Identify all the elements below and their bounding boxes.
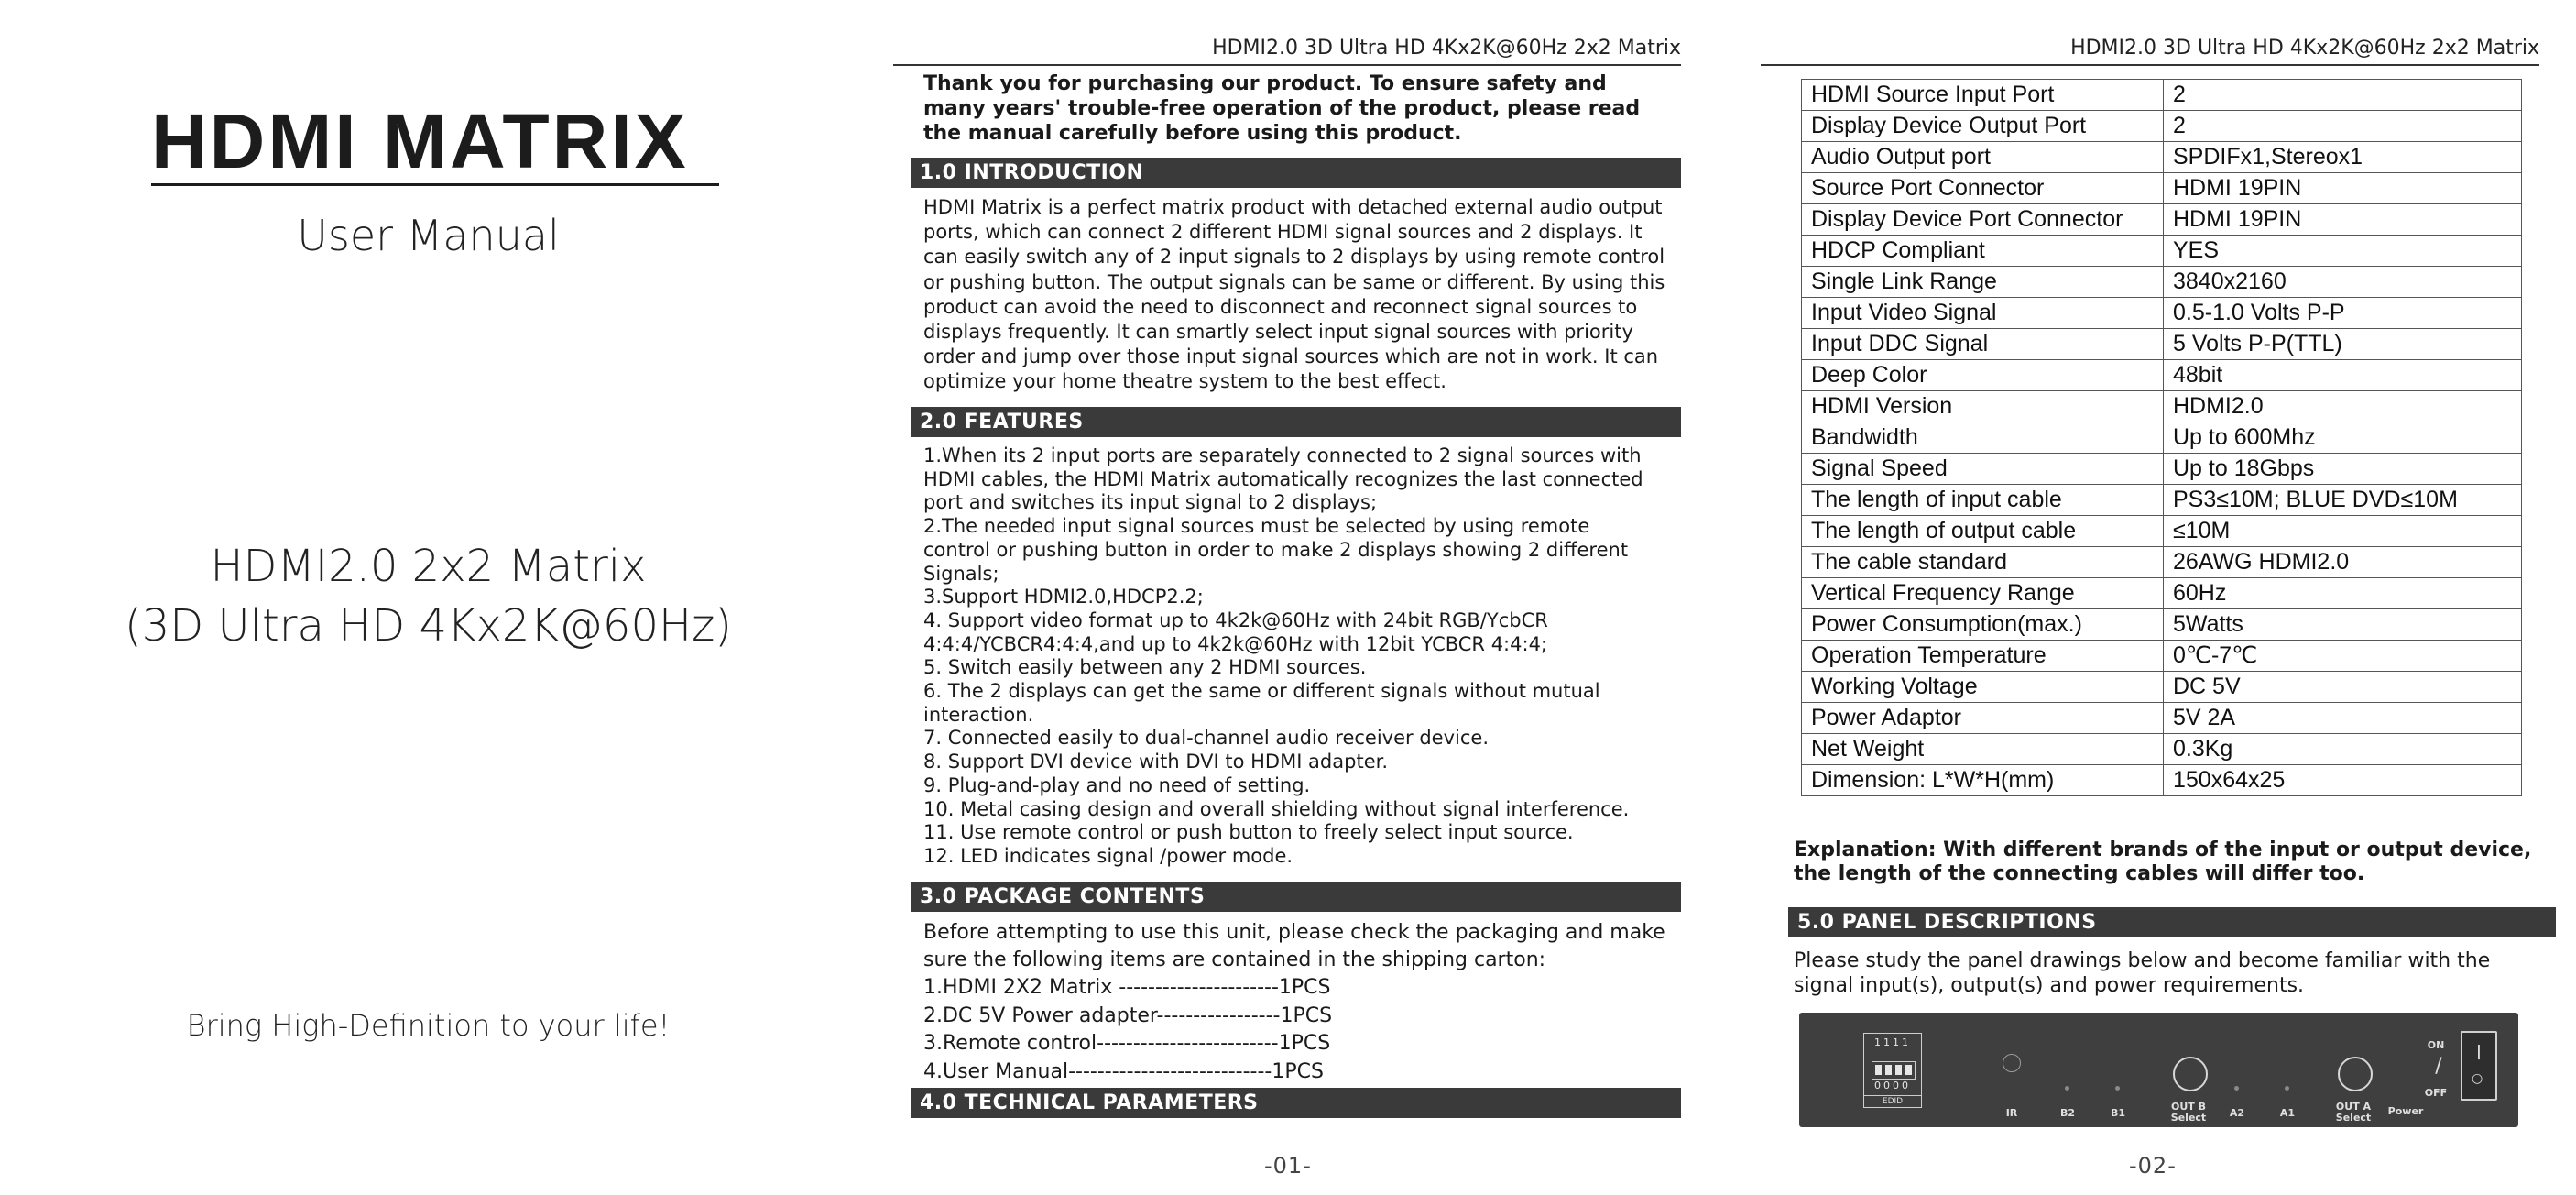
b1-label: B1 <box>2110 1107 2126 1119</box>
spec-label: Input DDC Signal <box>1802 329 2164 360</box>
spec-label: Operation Temperature <box>1802 641 2164 672</box>
spec-value: 2 <box>2164 80 2522 111</box>
section-heading-package: 3.0 PACKAGE CONTENTS <box>911 882 1681 912</box>
spec-row <box>1802 578 2522 609</box>
led-a1 <box>2285 1086 2289 1091</box>
spec-value: 3840x2160 <box>2164 267 2522 298</box>
spec-row <box>1802 609 2522 641</box>
spec-label: Power Consumption(max.) <box>1802 609 2164 641</box>
running-header: HDMI2.0 3D Ultra HD 4Kx2K@60Hz 2x2 Matrix <box>1761 37 2539 66</box>
ir-sensor <box>2003 1054 2021 1072</box>
spec-value: 2 <box>2164 111 2522 142</box>
ir-label: IR <box>2005 1107 2018 1119</box>
spec-value: 48bit <box>2164 360 2522 391</box>
switch-off-mark-icon: ○ <box>2472 1071 2483 1086</box>
section-heading-technical: 4.0 TECHNICAL PARAMETERS <box>911 1088 1681 1118</box>
dip-switch-bank <box>1872 1061 1916 1080</box>
spec-value: 5Watts <box>2164 609 2522 641</box>
spec-label: HDMI Source Input Port <box>1802 80 2164 111</box>
power-switch[interactable] <box>2461 1031 2497 1101</box>
b2-label: B2 <box>2059 1107 2076 1119</box>
spec-label: Vertical Frequency Range <box>1802 578 2164 609</box>
out-a-label-line1: OUT A <box>2335 1101 2372 1113</box>
spec-label: Net Weight <box>1802 734 2164 765</box>
out-a-label-line2: Select <box>2335 1112 2372 1124</box>
spec-label: Audio Output port <box>1802 142 2164 173</box>
manual-page-02 <box>1770 0 2558 1195</box>
technical-parameters-table <box>1801 79 2522 796</box>
introduction-text: HDMI Matrix is a perfect matrix product with detached external audio output ports, which can connect 2 different HDMI signal sources and 2 displays. It can easily switch any of 2 input signals to 2 displays by using remote control or pushing button. The output signals can be same or different. By using this product can avoid the need to disconnect and reconnect signal sources to displays frequently. It can smartly select input signal sources with priority order and jump over those input signal sources which are not in work. It can optimize your home theatre system to the best effect. <box>923 196 1665 393</box>
spec-label: Power Adaptor <box>1802 703 2164 734</box>
device-front-panel <box>1799 1013 2518 1127</box>
out-b-label <box>2166 1102 2211 1124</box>
spec-label: Working Voltage <box>1802 672 2164 703</box>
spec-row <box>1802 703 2522 734</box>
spec-row <box>1802 267 2522 298</box>
led-a2 <box>2234 1086 2239 1091</box>
feature-item: 4. Support video format up to 4k2k@60Hz with 24bit RGB/YcbCR 4:4:4/YCBCR4:4:4,and up to 4k2k@60Hz with 12bit YCBCR 4:4:4; <box>923 608 1548 655</box>
spec-value: 0℃-7℃ <box>2164 641 2522 672</box>
dip-top-label: 1111 <box>1874 1036 1911 1048</box>
spec-value: Up to 600Mhz <box>2164 422 2522 454</box>
spec-row <box>1802 734 2522 765</box>
manual-title: User Manual <box>297 211 560 260</box>
spec-value: ≤10M <box>2164 516 2522 547</box>
spec-label: Single Link Range <box>1802 267 2164 298</box>
package-item: 3.Remote control-------------------------1PCS <box>923 1032 1331 1055</box>
feature-item: 10. Metal casing design and overall shielding without signal interference. <box>923 797 1630 820</box>
off-label: OFF <box>2424 1087 2448 1099</box>
spec-row <box>1802 641 2522 672</box>
panel-description: Please study the panel drawings below and become familiar with the signal input(s), output(s) and power requirements. <box>1794 949 2491 997</box>
features-list <box>923 444 1656 869</box>
out-b-select-button[interactable] <box>2173 1057 2208 1091</box>
spec-row <box>1802 422 2522 454</box>
spec-value: PS3≤10M; BLUE DVD≤10M <box>2164 485 2522 516</box>
a2-label: A2 <box>2229 1107 2245 1119</box>
spec-row <box>1802 142 2522 173</box>
on-off-slash-icon: / <box>2435 1055 2442 1078</box>
out-a-select-button[interactable] <box>2338 1057 2373 1091</box>
spec-value: HDMI 19PIN <box>2164 204 2522 236</box>
spec-value: 0.5-1.0 Volts P-P <box>2164 298 2522 329</box>
section-heading-panel: 5.0 PANEL DESCRIPTIONS <box>1788 907 2556 937</box>
on-label: ON <box>2427 1039 2445 1051</box>
feature-item: 9. Plug-and-play and no need of setting. <box>923 773 1311 796</box>
page-number: -02- <box>2129 1153 2177 1179</box>
spec-row <box>1802 516 2522 547</box>
spec-row <box>1802 80 2522 111</box>
spec-row <box>1802 547 2522 578</box>
spec-row <box>1802 360 2522 391</box>
dip-bottom-label: 0000 <box>1874 1080 1911 1091</box>
feature-item: 1.When its 2 input ports are separately connected to 2 signal sources with HDMI cables, the HDMI Matrix automatically recognizes the last connected port and switches its input signal to 2 displays; <box>923 444 1643 514</box>
feature-item: 12. LED indicates signal /power mode. <box>923 844 1293 867</box>
cover-page <box>0 0 857 1195</box>
spec-label: HDMI Version <box>1802 391 2164 422</box>
spec-value: SPDIFx1,Stereox1 <box>2164 142 2522 173</box>
package-list <box>923 974 1565 1086</box>
running-header: HDMI2.0 3D Ultra HD 4Kx2K@60Hz 2x2 Matrix <box>893 37 1681 66</box>
spec-label: The cable standard <box>1802 547 2164 578</box>
spec-label: The length of input cable <box>1802 485 2164 516</box>
product-title: HDMI2.0 2x2 Matrix <box>210 541 647 592</box>
spec-row <box>1802 111 2522 142</box>
spec-row <box>1802 329 2522 360</box>
spec-value: 0.3Kg <box>2164 734 2522 765</box>
spec-label: The length of output cable <box>1802 516 2164 547</box>
feature-item: 7. Connected easily to dual-channel audio receiver device. <box>923 727 1489 750</box>
intro-notice: Thank you for purchasing our product. To ensure safety and many years' trouble-free operation of the product, please read the manual carefully before using this product. <box>923 72 1641 145</box>
spec-row <box>1802 485 2522 516</box>
feature-item: 11. Use remote control or push button to freely select input source. <box>923 821 1574 844</box>
slogan: Bring High-Definition to your life! <box>186 1008 671 1043</box>
spec-label: HDCP Compliant <box>1802 236 2164 267</box>
spec-value: 26AWG HDMI2.0 <box>2164 547 2522 578</box>
section-heading-features: 2.0 FEATURES <box>911 407 1681 437</box>
switch-on-mark-icon: | <box>2476 1042 2482 1059</box>
spec-value: 5 Volts P-P(TTL) <box>2164 329 2522 360</box>
page-number: -01- <box>1264 1153 1312 1179</box>
cable-explanation: Explanation: With different brands of the input or output device, the length of the connecting cables will differ too. <box>1794 839 2532 885</box>
out-b-label-line2: Select <box>2170 1112 2207 1124</box>
spec-label: Display Device Output Port <box>1802 111 2164 142</box>
spec-value: Up to 18Gbps <box>2164 454 2522 485</box>
edid-label: EDID <box>1864 1095 1921 1108</box>
spec-value: 150x64x25 <box>2164 765 2522 796</box>
feature-item: 6. The 2 displays can get the same or different signals without mutual interaction. <box>923 680 1600 726</box>
spec-label: Dimension: L*W*H(mm) <box>1802 765 2164 796</box>
out-a-label <box>2330 1102 2376 1124</box>
package-item: 4.User Manual----------------------------1PCS <box>923 1059 1324 1083</box>
spec-value: HDMI2.0 <box>2164 391 2522 422</box>
spec-row <box>1802 391 2522 422</box>
feature-item: 2.The needed input signal sources must be selected by using remote control or pushing button in order to make 2 displays showing 2 different Signals; <box>923 515 1629 585</box>
led-b2 <box>2065 1086 2069 1091</box>
spec-row <box>1802 298 2522 329</box>
feature-item: 8. Support DVI device with DVI to HDMI adapter. <box>923 751 1388 773</box>
spec-label: Display Device Port Connector <box>1802 204 2164 236</box>
spec-row <box>1802 672 2522 703</box>
spec-label: Bandwidth <box>1802 422 2164 454</box>
a1-label: A1 <box>2279 1107 2296 1119</box>
spec-row <box>1802 204 2522 236</box>
spec-row <box>1802 236 2522 267</box>
edid-dip-switch <box>1863 1033 1922 1108</box>
spec-label: Deep Color <box>1802 360 2164 391</box>
spec-value: HDMI 19PIN <box>2164 173 2522 204</box>
out-b-label-line1: OUT B <box>2170 1101 2206 1113</box>
section-heading-introduction: 1.0 INTRODUCTION <box>911 158 1681 188</box>
spec-value: 5V 2A <box>2164 703 2522 734</box>
product-subtitle: (3D Ultra HD 4Kx2K@60Hz) <box>124 600 733 652</box>
brand-logo: HDMI MATRIX <box>151 99 719 186</box>
led-b1 <box>2115 1086 2120 1091</box>
spec-label: Signal Speed <box>1802 454 2164 485</box>
spec-value: 60Hz <box>2164 578 2522 609</box>
spec-value: YES <box>2164 236 2522 267</box>
package-item: 2.DC 5V Power adapter-----------------1PCS <box>923 1003 1333 1027</box>
power-label: Power <box>2387 1105 2424 1117</box>
spec-row <box>1802 454 2522 485</box>
feature-item: 5. Switch easily between any 2 HDMI sources. <box>923 656 1367 679</box>
spec-value: DC 5V <box>2164 672 2522 703</box>
package-item: 1.HDMI 2X2 Matrix ----------------------1PCS <box>923 976 1331 999</box>
package-intro: Before attempting to use this unit, please check the packaging and make sure the following items are contained in the shipping carton: <box>923 921 1665 971</box>
spec-row <box>1802 765 2522 796</box>
manual-page-01 <box>893 0 1699 1195</box>
spec-label: Source Port Connector <box>1802 173 2164 204</box>
spec-row <box>1802 173 2522 204</box>
feature-item: 3.Support HDMI2.0,HDCP2.2; <box>923 586 1204 608</box>
spec-label: Input Video Signal <box>1802 298 2164 329</box>
